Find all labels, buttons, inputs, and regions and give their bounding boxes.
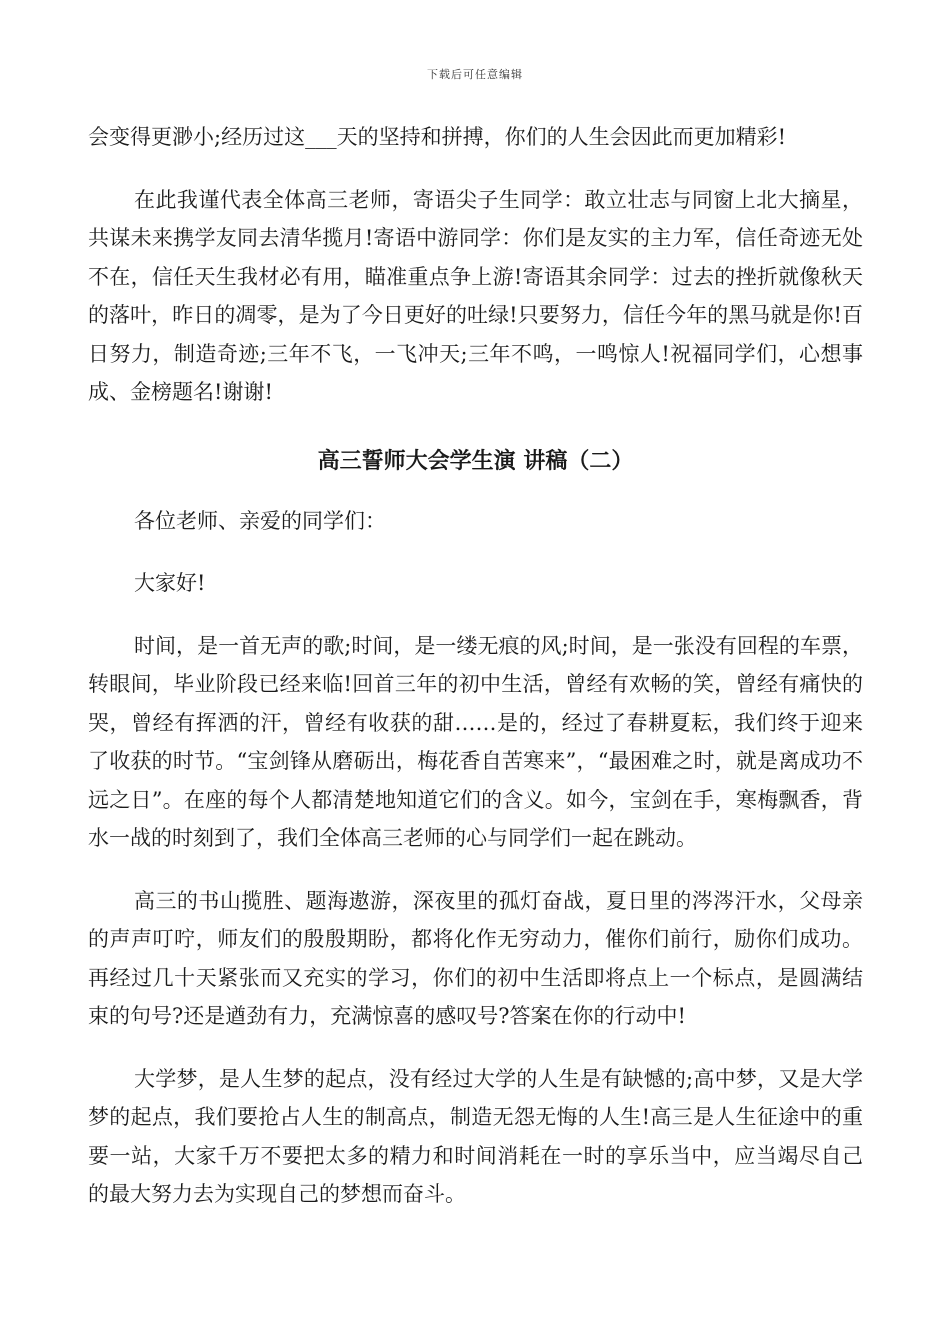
paragraph-senior-year: 高三的书山揽胜、题海遨游，深夜里的孤灯奋战，夏日里的涔涔汗水，父母亲的声声叮咛，师友们的殷殷期盼，都将化作无穷动力，催你们前行，励你们成功。再经过几十天紧张而又充实的学习，你们的初中生活即将点上一个标点，是圆满结束的句号?还是遒劲有力，充满惊喜的感叹号?答案在你的行动中! [88, 888, 863, 1028]
paragraph-closing-wishes: 在此我谨代表全体高三老师，寄语尖子生同学：敢立壮志与同窗上北大摘星，共谋未来携学友同去清华揽月!寄语中游同学：你们是友实的主力军，信任奇迹无处不在，信任天生我材必有用，瞄准重点争上游!寄语其余同学：过去的挫折就像秋天的落叶，昨日的凋零，是为了今日更好的吐绿!只要努力，信任今年的黑马就是你!百日努力，制造奇迹;三年不飞，一飞冲天;三年不鸣，一鸣惊人!祝福同学们，心想事成、金榜题名!谢谢! [88, 187, 863, 404]
paragraph-time: 时间，是一首无声的歌;时间，是一缕无痕的风;时间，是一张没有回程的车票，转眼间，毕业阶段已经来临!回首三年的初中生活，曾经有欢畅的笑，曾经有痛快的哭，曾经有挥洒的汗，曾经有收获的甜……是的，经过了春耕夏耘，我们终于迎来了收获的时节。“宝剑锋从磨砺出，梅花香自苦寒来”，“最困难之时，就是离成功不远之日”。在座的每个人都清楚地知道它们的含义。如今，宝剑在手，寒梅飘香，背水一战的时刻到了，我们全体高三老师的心与同学们一起在跳动。 [88, 633, 863, 850]
paragraph-hello: 大家好! [134, 571, 206, 595]
paragraph-greeting: 各位老师、亲爱的同学们： [134, 508, 386, 533]
header-note: 下载后可任意编辑 [427, 68, 523, 81]
document-body [88, 118, 863, 1214]
section-title: 高三誓师大会学生演 讲稿（二） [317, 447, 634, 474]
paragraph-university-dream: 大学梦，是人生梦的起点，没有经过大学的人生是有缺憾的;高中梦，又是大学梦的起点，我们要抢占人生的制高点，制造无怨无悔的人生!高三是人生征途中的重要一站，大家千万不要把太多的精力和时间消耗在一时的享乐当中，应当竭尽自己的最大努力去为实现自己的梦想而奋斗。 [88, 1066, 863, 1206]
paragraph-continuation: 会变得更渺小;经历过这___天的坚持和拼搏，你们的人生会因此而更加精彩! [88, 125, 787, 149]
